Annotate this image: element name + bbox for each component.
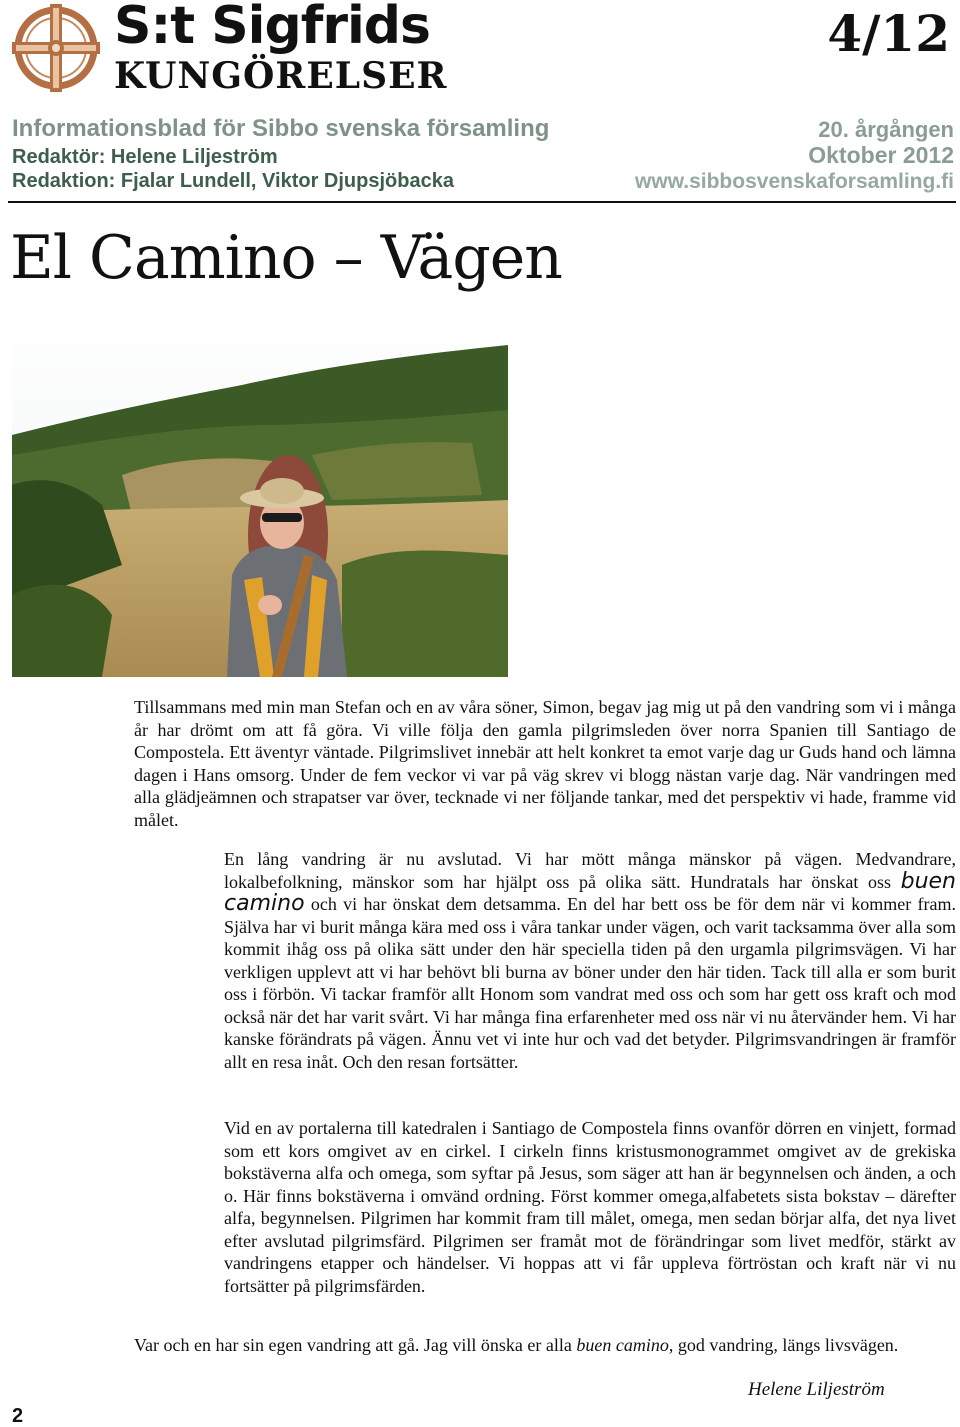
quote-text-start: En lång vandring är nu avslutad. Vi har mött många mänskor på vägen. Medvandrare, lokalbefolkning, mänskor som har hjälpt oss på olika sätt. Hundratals har önskat oss bbox=[224, 849, 956, 892]
month-line: Oktober 2012 bbox=[808, 142, 954, 168]
staff-line: Redaktion: Fjalar Lundell, Viktor Djupsjöbacka bbox=[12, 170, 454, 192]
masthead-title: S:t Sigfrids bbox=[114, 0, 430, 56]
closing-text-end: , god vandring, längs livsvägen. bbox=[668, 1335, 899, 1355]
pilgrim-photo bbox=[12, 305, 508, 677]
article-intro: Tillsammans med min man Stefan och en av våra söner, Simon, begav jag mig ut på den vandring som vi i många år har drömt om att få göra. Vi ville följa den gamla pilgrimsleden över norra Spanien till Santiago de Compostela. Ett äventyr väntade. Pilgrimslivet innebär att helt konkret ta emot varje dag ur Guds hand och lämna dagen i Hans omsorg. Under de fem veckor vi var på väg skrev vi blogg nästan varje dag. När vandringen med alla glädjeämnen och strapatser var över, tecknade vi ner följande tankar, med det perspektiv vi hade, framme vid målet. bbox=[134, 697, 956, 830]
editor-line: Redaktör: Helene Liljeström bbox=[12, 146, 278, 168]
article-headline: El Camino – Vägen bbox=[10, 223, 562, 293]
info-line: Informationsblad för Sibbo svenska församling bbox=[12, 115, 550, 142]
page-number: 2 bbox=[12, 1405, 24, 1427]
website-link[interactable]: www.sibbosvenskaforsamling.fi bbox=[635, 170, 954, 193]
closing-text-start: Var och en har sin egen vandring att gå. Jag vill önska er alla bbox=[134, 1335, 577, 1355]
buen-camino-phrase: buen camino bbox=[224, 868, 956, 916]
volume-line: 20. årgången bbox=[818, 117, 954, 142]
issue-number: 4/12 bbox=[827, 4, 950, 63]
author-signature: Helene Liljeström bbox=[748, 1379, 885, 1400]
blog-quote-paragraph-1 bbox=[224, 848, 956, 1073]
closing-paragraph bbox=[134, 1334, 956, 1357]
closing-buen-camino: buen camino bbox=[576, 1335, 669, 1355]
quote-text-end: och vi har önskat dem detsamma. En del har bett oss be för dem när vi kommer fram. Själva har vi burit många kära med oss i våra tankar under vägen, och varit tacksamma över alla som kommit ihåg oss på olika sätt under den här speciella tiden på den urgamla pilgrimsvägen. Vi har verkligen upplevt att vi har behövt bli burna av böner under den här tiden. Tack till alla er som burit oss i förbön. Vi tackar framför allt Honom som vandrat med oss och som har gett oss kraft och mod också när det har varit svårt. Vi har många fina erfarenheter med oss när vi nu återvänder hem. Vi har kanske förändrats på vägen. Ännu vet vi inte hur och vad det betyder. Pilgrimsvandringen är framför allt en resa inåt. Och den resan fortsätter. bbox=[224, 894, 956, 1072]
header-divider bbox=[8, 201, 956, 203]
blog-quote-paragraph-2: Vid en av portalerna till katedralen i Santiago de Compostela finns ovanför dörren en vinjett, formad som ett kors omgivet av en cirkel. I cirkeln finns kristusmonogrammet omgivet av de grekiska bokstäverna alfa och omega, som syftar på Jesus, som säger att han är begynnelsen och änden, a och o. Här finns bokstäverna i omvänd ordning. Först kommer omega,alfabetets sista bokstav – därefter alfa, begynnelsen. Pilgrimen har kommit fram till målet, omega, men sedan börjar alfa, det nya livet efter avslutad pilgrimsfärd. Pilgrimen ser framåt mot de förändringar som livet medför, stärkt av vandringens etapper och händelser. Vi hoppas att vi får uppleva förtröstan och kraft när vi nu fortsätter på pilgrimsfärden. bbox=[224, 1118, 956, 1296]
masthead-subtitle: KUNGÖRELSER bbox=[114, 55, 448, 97]
parish-logo-icon bbox=[8, 2, 104, 94]
